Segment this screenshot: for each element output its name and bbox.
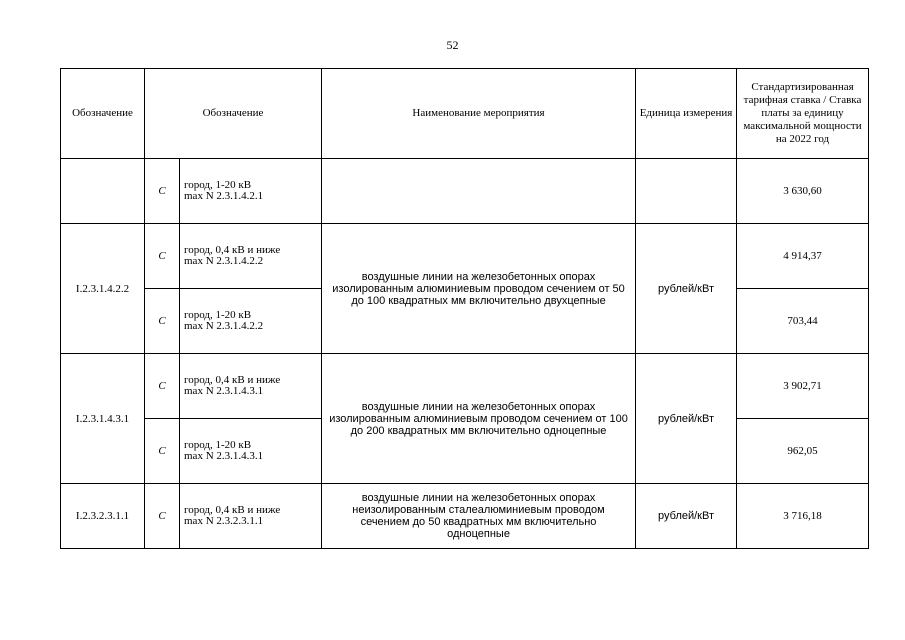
condition-line-1: город, 0,4 кВ и ниже <box>184 244 281 256</box>
code-cell: I.2.3.2.3.1.1 <box>61 484 145 549</box>
table-row <box>61 224 869 289</box>
c-symbol: C <box>145 159 180 224</box>
header-designation-2: Обозначение <box>145 69 322 159</box>
condition-line-2: max N 2.3.1.4.3.1 <box>184 450 264 462</box>
condition-cell <box>180 224 322 289</box>
c-symbol: C <box>145 419 180 484</box>
condition-cell <box>180 354 322 419</box>
condition-line-2: max N 2.3.1.4.3.1 <box>184 385 264 397</box>
unit-cell-empty <box>636 159 737 224</box>
header-unit: Единица измерения <box>636 69 737 159</box>
code-cell: I.2.3.1.4.2.2 <box>61 224 145 354</box>
code-cell-empty <box>61 159 145 224</box>
table-row <box>61 354 869 419</box>
condition-line-2: max N 2.3.1.4.2.2 <box>184 320 264 332</box>
measure-cell: воздушные линии на железобетонных опорах изолированным алюминиевым проводом сечением от 50 до 100 квадратных мм включительно двухцепные <box>322 224 636 354</box>
measure-cell-empty <box>322 159 636 224</box>
unit-cell: рублей/кВт <box>636 224 737 354</box>
condition-line-2: max N 2.3.1.4.2.1 <box>184 190 264 202</box>
table-row <box>61 484 869 549</box>
tariff-table <box>60 68 869 549</box>
condition-cell <box>180 419 322 484</box>
c-symbol: C <box>145 354 180 419</box>
condition-cell <box>180 289 322 354</box>
condition-line-1: город, 0,4 кВ и ниже <box>184 374 281 386</box>
table-row <box>61 159 869 224</box>
c-symbol: C <box>145 224 180 289</box>
condition-cell <box>180 484 322 549</box>
measure-cell: воздушные линии на железобетонных опорах изолированным алюминиевым проводом сечением от 100 до 200 квадратных мм включительно одноцепные <box>322 354 636 484</box>
rate-value: 703,44 <box>737 289 869 354</box>
page-number: 52 <box>446 38 459 52</box>
unit-cell: рублей/кВт <box>636 484 737 549</box>
condition-line-1: город, 0,4 кВ и ниже <box>184 504 281 516</box>
condition-line-1: город, 1-20 кВ <box>184 179 252 191</box>
rate-value: 3 902,71 <box>737 354 869 419</box>
c-symbol: C <box>145 484 180 549</box>
unit-cell: рублей/кВт <box>636 354 737 484</box>
header-measure-name: Наименование мероприятия <box>322 69 636 159</box>
measure-cell: воздушные линии на железобетонных опорах неизолированным сталеалюминиевым проводом сечением до 50 квадратных мм включительно одноцепные <box>322 484 636 549</box>
rate-value: 3 716,18 <box>737 484 869 549</box>
condition-line-2: max N 2.3.1.4.2.2 <box>184 255 264 267</box>
rate-value: 4 914,37 <box>737 224 869 289</box>
c-symbol: C <box>145 289 180 354</box>
table-header-row <box>61 69 869 159</box>
header-rate: Стандартизированная тарифная ставка / Ставка платы за единицу максимальной мощности на 2022 год <box>737 69 869 159</box>
code-cell: I.2.3.1.4.3.1 <box>61 354 145 484</box>
header-designation: Обозначение <box>61 69 145 159</box>
rate-value: 3 630,60 <box>737 159 869 224</box>
rate-value: 962,05 <box>737 419 869 484</box>
condition-line-2: max N 2.3.2.3.1.1 <box>184 515 264 527</box>
condition-line-1: город, 1-20 кВ <box>184 309 252 321</box>
condition-cell <box>180 159 322 224</box>
condition-line-1: город, 1-20 кВ <box>184 439 252 451</box>
